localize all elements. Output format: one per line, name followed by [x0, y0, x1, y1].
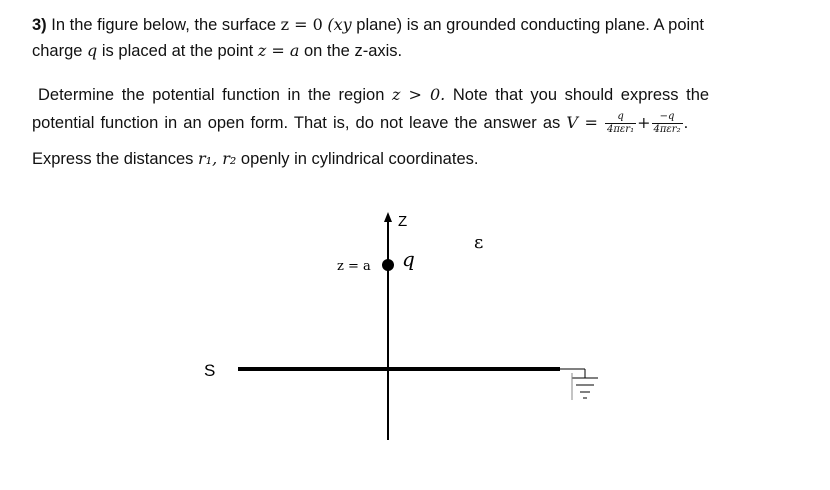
math-q: q	[87, 41, 98, 60]
math-V: V =	[566, 113, 598, 132]
text: charge	[32, 42, 83, 60]
charge-label: q	[402, 247, 415, 271]
math-za: z = a	[257, 41, 300, 60]
surface-label: S	[204, 361, 216, 380]
problem-number: 3)	[32, 16, 47, 34]
text: is placed at the point	[101, 42, 254, 60]
plus-sign: +	[637, 113, 651, 132]
fraction-denominator: 4πεr₂	[653, 124, 681, 136]
ground-icon	[560, 369, 598, 400]
fraction-denominator: 4πεr₁	[607, 124, 635, 136]
z-axis-label: Z	[398, 213, 408, 230]
text: Determine the potential function in the region	[38, 86, 385, 104]
math-z0: z = 0	[280, 15, 323, 34]
point-charge	[382, 259, 394, 271]
math-xy: (xy	[327, 15, 352, 34]
math-z-gt-0: z > 0.	[391, 85, 446, 104]
math-r1-r2: r₁, r₂	[198, 149, 237, 168]
fraction-numerator: q	[605, 111, 636, 124]
text: on the z-axis.	[303, 42, 403, 60]
text: Express the distances	[32, 150, 194, 168]
text: potential function in an open form. That is, do not leave the answer as	[32, 114, 561, 132]
fraction-numerator: −q	[652, 111, 683, 124]
text: Note that you should express the	[452, 86, 710, 104]
text: plane) is an grounded conducting plane. A point	[356, 16, 704, 34]
charge-position-label: z = a	[337, 259, 371, 274]
text: In the figure below, the surface	[51, 16, 276, 34]
z-axis-arrowhead	[384, 212, 392, 222]
permittivity-label: ε	[474, 232, 484, 253]
text: openly in cylindrical coordinates.	[240, 150, 479, 168]
period: .	[683, 114, 689, 132]
